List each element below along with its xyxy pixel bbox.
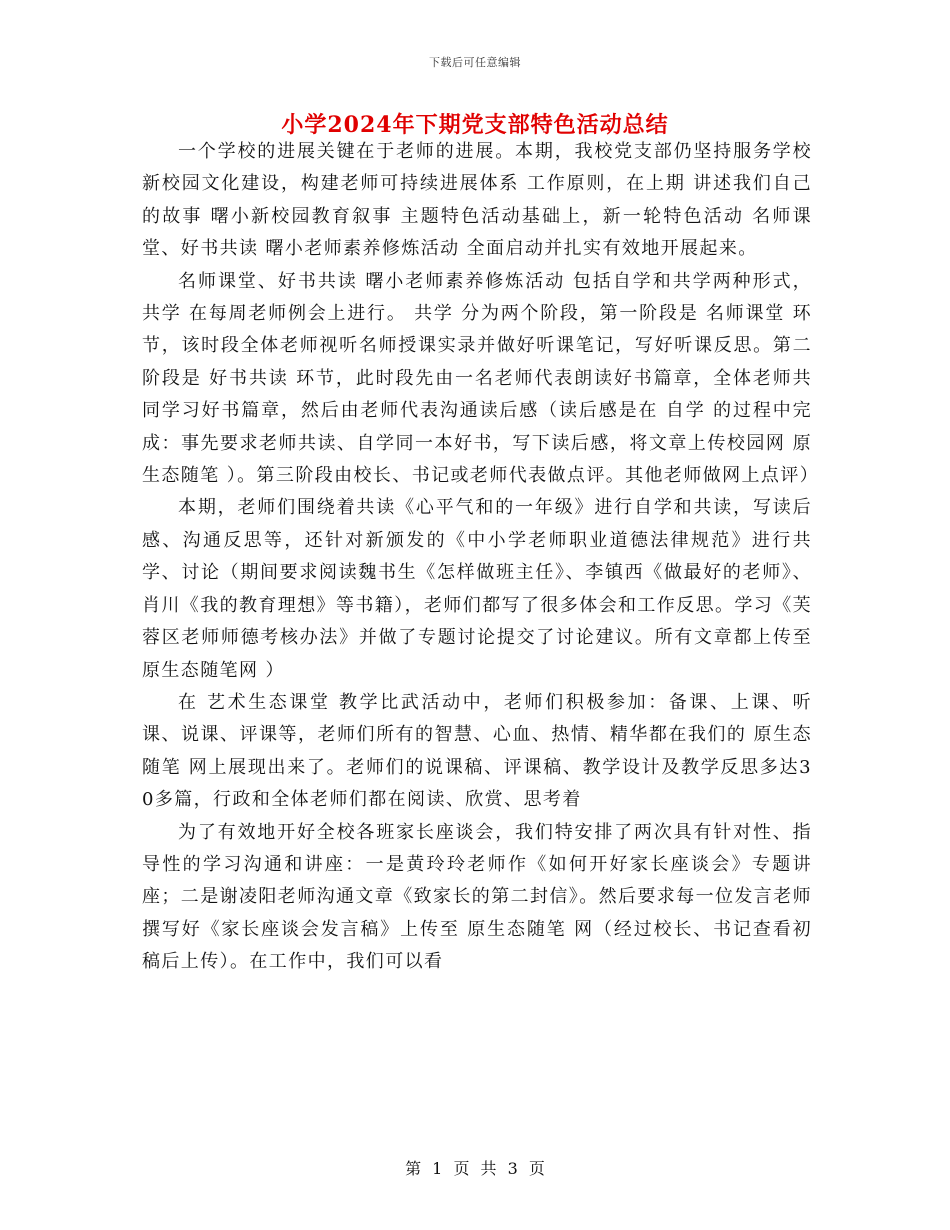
paragraph-3: 本期，老师们围绕着共读《心平气和的一年级》进行自学和共读，写读后感、沟通反思等，还针对新颁发的《中小学老师职业道德法律规范》进行共学、讨论（期间要求阅读魏书生《怎样做班主任》、李镇西《做最好的老师》、肖川《我的教育理想》等书籍），老师们都写了很多体会和工作反思。学习《芙蓉区老师师德考核办法》并做了专题讨论提交了讨论建议。所有文章都上传至 原生态随笔网 ） (142, 497, 812, 681)
document-title: 小学2024年下期党支部特色活动总结 (281, 112, 669, 138)
header-note: 下载后可任意编辑 (429, 56, 521, 69)
paragraph-4: 在 艺术生态课堂 教学比武活动中，老师们积极参加：备课、上课、听课、说课、评课等，老师们所有的智慧、心血、热情、精华都在我们的 原生态随笔 网上展现出来了。老师们的说课稿、评课稿、教学设计及教学反思多达30多篇，行政和全体老师们都在阅读、欣赏、思考着 (142, 691, 812, 811)
document-body (142, 136, 820, 979)
paragraph-5: 为了有效地开好全校各班家长座谈会，我们特安排了两次具有针对性、指导性的学习沟通和讲座：一是黄玲玲老师作《如何开好家长座谈会》专题讲座；二是谢凌阳老师沟通文章《致家长的第二封信》。然后要求每一位发言老师撰写好《家长座谈会发言稿》上传至 原生态随笔 网（经过校长、书记查看初稿后上传）。在工作中，我们可以看 (142, 821, 812, 973)
paragraph-2: 名师课堂、好书共读 曙小老师素养修炼活动 包括自学和共学两种形式， 共学 在每周老师例会上进行。 共学 分为两个阶段，第一阶段是 名师课堂 环节，该时段全体老师视听名师授课实录并做好听课笔记，写好听课反思。第二阶段是 好书共读 环节，此时段先由一名老师代表朗读好书篇章，全体老师共同学习好书篇章，然后由老师代表沟通读后感（读后感是在 自学 的过程中完成：事先要求老师共读、自学同一本好书，写下读后感，将文章上传校园网 原生态随笔 ）。第三阶段由校长、书记或老师代表做点评。其他老师做网上点评） (142, 270, 820, 487)
paragraph-1: 一个学校的进展关键在于老师的进展。本期，我校党支部仍坚持服务学校新校园文化建设，构建老师可持续进展体系 工作原则，在上期 讲述我们自己的故事 曙小新校园教育叙事 主题特色活动基础上，新一轮特色活动 名师课堂、好书共读 曙小老师素养修炼活动 全面启动并扎实有效地开展起来。 (142, 141, 812, 260)
page-indicator: 第 1 页 共 3 页 (405, 1159, 545, 1178)
